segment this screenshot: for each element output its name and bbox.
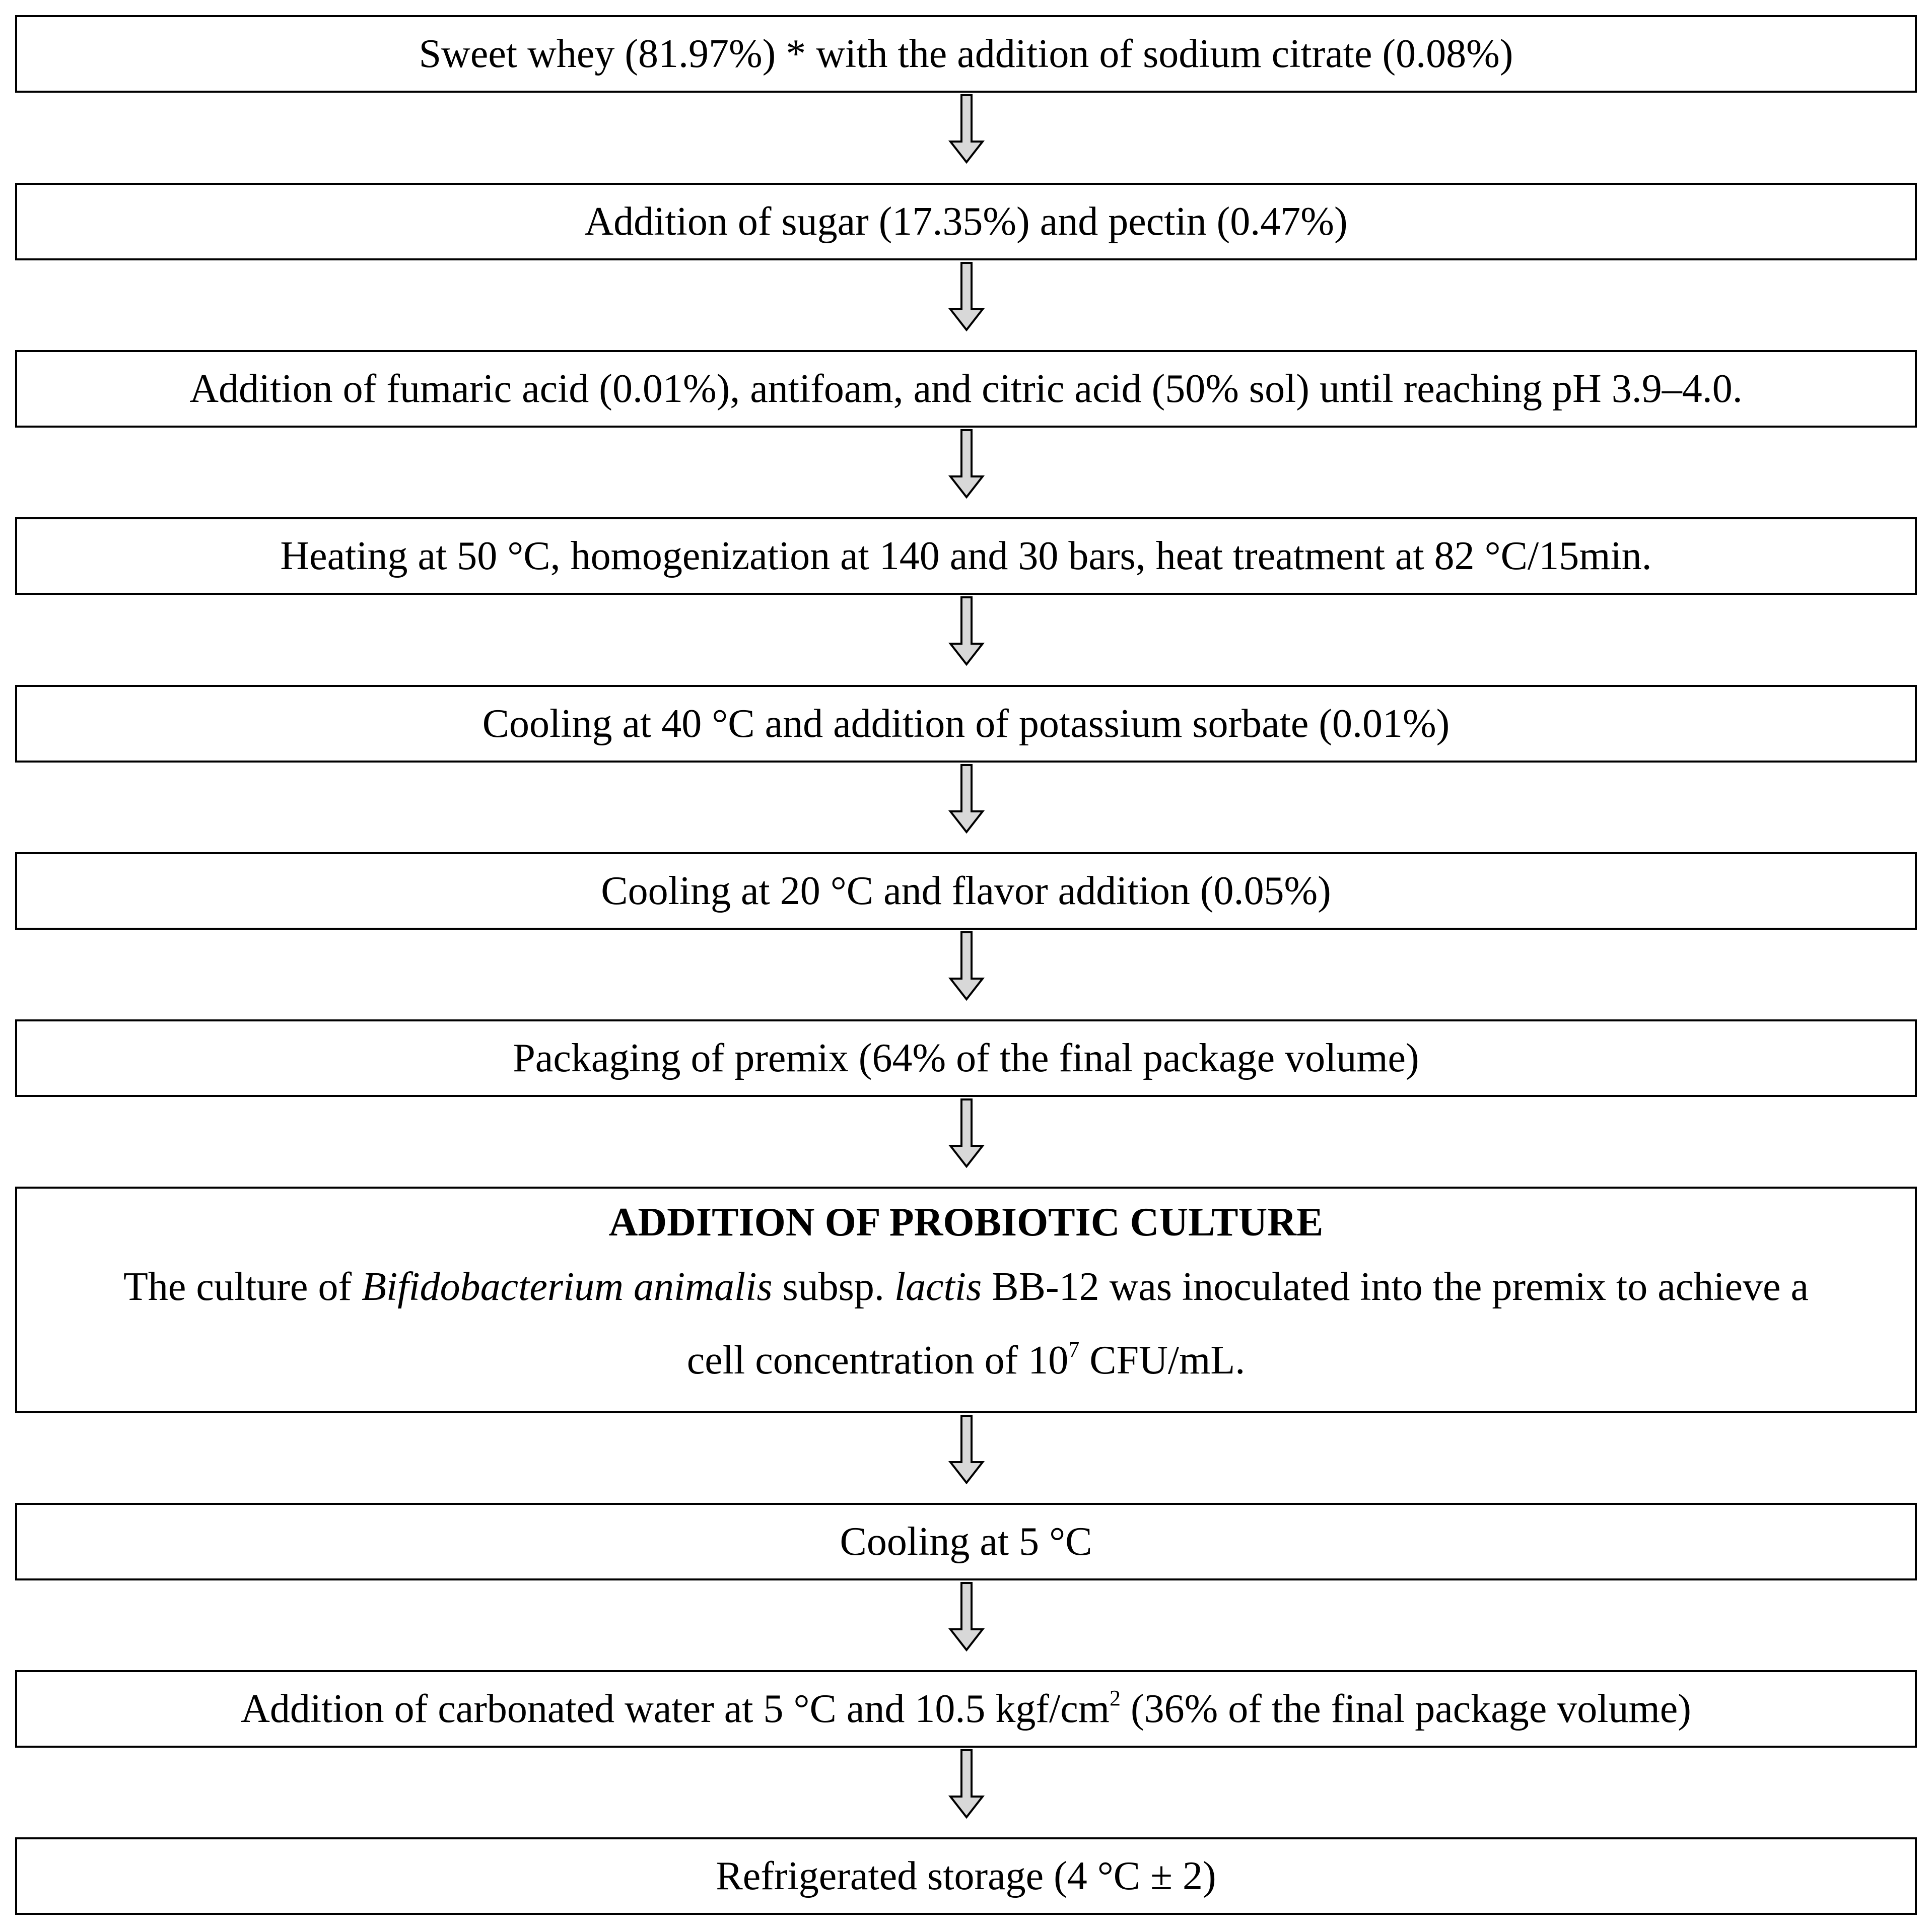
- step-text: Refrigerated storage (4 °C ± 2): [716, 1854, 1216, 1898]
- down-arrow-icon: [948, 1749, 985, 1819]
- step-body-line-1: The culture of Bifidobacterium animalis subsp. lactis BB-12 was inoculated into the premix to achieve a: [123, 1265, 1809, 1309]
- step-text: Addition of sugar (17.35%) and pectin (0.47%): [584, 199, 1348, 244]
- down-arrow-icon: [948, 94, 985, 164]
- down-arrow-icon: [948, 1582, 985, 1651]
- step-acid-addition: [15, 350, 1917, 428]
- step-text: Sweet whey (81.97%) * with the addition of sodium citrate (0.08%): [419, 32, 1513, 76]
- species-name: Bifidobacterium animalis: [362, 1265, 773, 1309]
- step-carbonated-water: [15, 1670, 1917, 1748]
- step-packaging-premix: [15, 1019, 1917, 1097]
- down-arrow-icon: [948, 931, 985, 1001]
- step-title: ADDITION OF PROBIOTIC CULTURE: [608, 1200, 1324, 1245]
- step-sugar-pectin: [15, 183, 1917, 260]
- subspecies-name: lactis: [894, 1265, 982, 1309]
- step-cooling-40: [15, 685, 1917, 763]
- step-body-line-2: cell concentration of $10^7$ CFU/mL.: [686, 1337, 1246, 1383]
- step-text: Cooling at 20 °C and flavor addition (0.05%): [601, 869, 1331, 913]
- step-text: Addition of carbonated water at 5 °C and 10.5 kgf/$cm^2$ (36% of the final package volume): [241, 1686, 1691, 1731]
- step-heating-homogenization: [15, 517, 1917, 595]
- exponent: 7: [1068, 1337, 1080, 1362]
- down-arrow-icon: [948, 1415, 985, 1484]
- down-arrow-icon: [948, 429, 985, 499]
- step-cooling-5: [15, 1503, 1917, 1580]
- down-arrow-icon: [948, 764, 985, 834]
- down-arrow-icon: [948, 262, 985, 331]
- step-cooling-20: [15, 852, 1917, 930]
- down-arrow-icon: [948, 1098, 985, 1168]
- step-text: Packaging of premix (64% of the final package volume): [513, 1036, 1419, 1080]
- step-probiotic-culture: [15, 1187, 1917, 1413]
- step-refrigerated-storage: [15, 1837, 1917, 1915]
- step-text: Addition of fumaric acid (0.01%), antifoam, and citric acid (50% sol) until reaching pH 3.9–4.0.: [189, 367, 1743, 411]
- step-text: Cooling at 5 °C: [840, 1520, 1092, 1564]
- step-sweet-whey: [15, 15, 1917, 93]
- step-text: Heating at 50 °C, homogenization at 140 and 30 bars, heat treatment at 82 °C/15min.: [280, 534, 1652, 578]
- down-arrow-icon: [948, 596, 985, 666]
- exponent: 2: [1109, 1686, 1121, 1710]
- step-text: Cooling at 40 °C and addition of potassium sorbate (0.01%): [482, 702, 1450, 746]
